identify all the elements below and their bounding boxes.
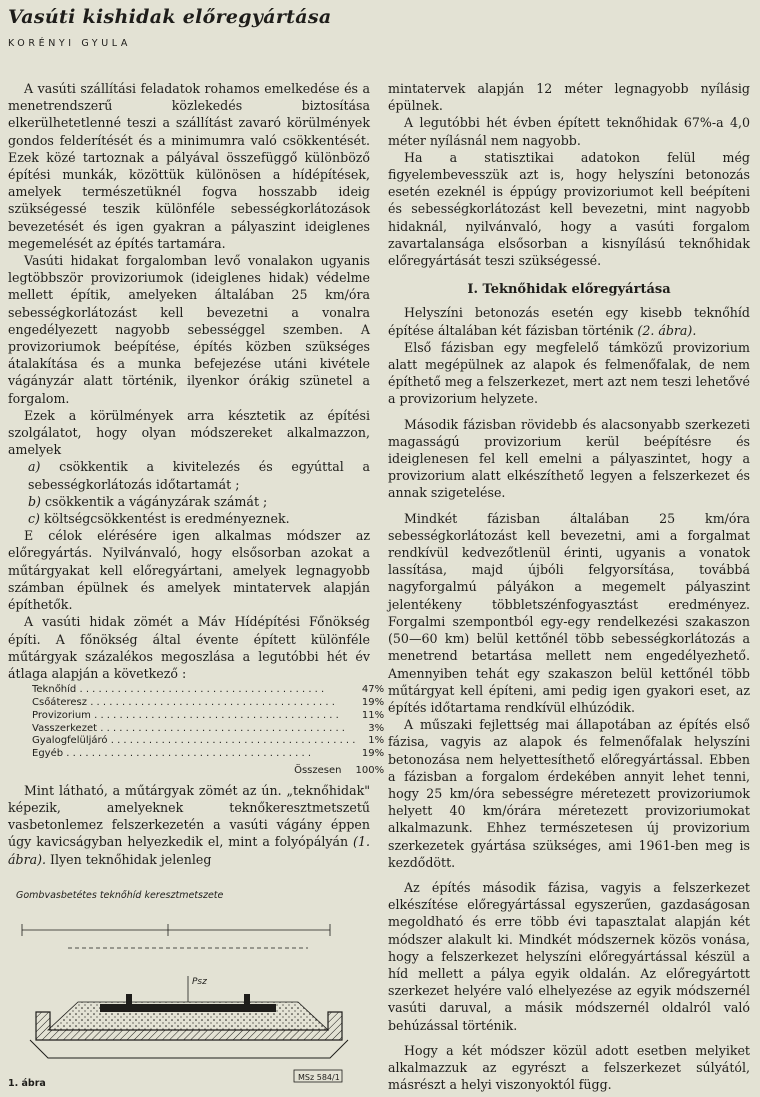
author-name: KORÉNYI GYULA [8,38,131,49]
paragraph: A vasúti szállítási feladatok rohamos emelkedése és a menetrendszerű közlekedés biztosítása elkerülhetetlenné teszi a szállítást zavaró körülmények gondos felderítését és a minimumra való csökkentését. Ezek közé tartoznak a pályával összefüggő különböző építési munkák, közöttük különösen a hídépítések, amelyek természetüknél fogva hosszabb ideig szükségessé teszik különféle sebességkorlátozások bevezetését és igen gyakran a pályaszint ideiglenes megemelését az építés tartamára. [8,81,370,251]
article-title: Vasúti kishidak előregyártása [8,6,332,28]
section-heading: I. Teknőhidak előregyártása [467,282,671,298]
goals-list [8,458,370,527]
sleeper [100,1004,276,1012]
paragraph: A legutóbbi hét évben épített teknőhidak 67%-a 4,0 méter nyílásnál nem nagyobb. [388,115,750,148]
table-row: Csőáteresz . . . 19% [32,697,384,710]
paragraph: Első fázisban egy megfelelő támközű provizorium alatt megépülnek az alapok és felmenőfalak, de nem építhető meg a felszerkezet, mert azt nem teszi lehetővé a provizorium helyzete. [388,339,750,407]
list-item: b) csökkentik a vágányzárak számát ; [28,493,268,509]
paragraph: Ha a statisztikai adatokon felül még figyelembevesszük azt is, hogy helyszíni betonozás esetén ezeknél is éppúgy provizoriumot kell beépíteni és sebességkorlátozást kell bevezetni, mint nagyobb hidaknál, nyilvánvaló, hogy a vasúti forgalom zavartalansága elsősorban a kisnyílású teknőhidak előregyártását teszi szükségessé. [388,149,750,269]
left-column [8,80,385,868]
figure-1 [8,890,370,1090]
table-row: Vasszerkezet . . . 3% [32,723,384,736]
paragraph: Helyszíni betonozás esetén egy kisebb teknőhíd építése általában két fázisban történik (2. ábra). [388,305,750,338]
figure-label: 1. ábra [8,1078,46,1089]
paragraph: Ezek a körülmények arra késztetik az építési szolgálatot, hogy olyan módszereket alkalmazzon, amelyek [8,407,370,458]
cross-section-drawing [8,904,370,1090]
paragraph: mintatervek alapján 12 méter legnagyobb nyílásig épülnek. [388,81,750,114]
table-row: Provizorium . . . 11% [32,710,384,723]
right-column [388,80,750,1093]
figure-title: Gombvasbetétes teknőhíd keresztmetszete [16,890,224,901]
figure-reference: (1. ábra). [8,834,370,867]
table-row: Gyalogfelüljáró . . . 1% [32,735,384,748]
list-item: c) költségcsökkentést is eredményeznek. [28,511,290,527]
point-label: Psz [192,977,207,987]
paragraph: A műszaki fejlettség mai állapotában az építés első fázisa, vagyis az alapok és felmenőfalak helyszíni betonozása nem helyettesíthető előregyártással. Ebben a fázisban a forgalom érdekében annyit lehet tenni, hogy 25 km/óra sebességre méretezett provizoriumok helyett 40 km/órára méretezett provizoriumokat alkalmazunk. Ehhez természetesen új provizorium szerkezetek gyártása szükséges, ami 1961-ben meg is kezdődött. [388,717,750,870]
paragraph: Hogy a két módszer közül adott esetben melyiket alkalmazzuk az egyrészt a felszerkezet súlyától, másrészt a helyi viszonyoktól függ. [388,1042,750,1093]
rail-left [126,994,132,1004]
list-item: a) csökkentik a kivitelezés és egyúttal a sebességkorlátozás időtartamát ; [28,459,370,492]
figure-reference: (2. ábra). [637,322,697,338]
paragraph: Második fázisban rövidebb és alacsonyabb szerkezeti magasságú provizorium kerül beépítésre és ideiglenesen fel kell emelni a pályaszintet, hogy a provizorium alatt elkészíthető legyen a felszerkezet és annak szigetelése. [388,416,750,501]
paragraph: Az építés második fázisa, vagyis a felszerkezet elkészítése előregyártással egyszerűen, gazdaságosan megoldható és erre több évi tapasztalat alapján két módszer alakult ki. Mindkét módszernek közös vonása, hogy a felszerkezet helyszíni előregyártással készül a híd mellett a pálya egyik oldalán. Az előregyártott szerkezet helyére való elhelyezése az egyik módszernél vasúti daruval, a másik módszernél oldalról való behúzással történik. [388,879,750,1033]
table-total-row: Összesen 100% [294,764,385,776]
rail-right [244,994,250,1004]
table-row: Teknőhíd . . . 47% [32,684,384,697]
paragraph: Vasúti hidakat forgalomban levő vonalakon ugyanis legtöbbször provizoriumok (ideiglenes hidak) védelme mellett építik, amelyeken általában 25 km/óra sebességkorlátozást kell bevezetni a vonalra engedélyezett nagyobb sebességgel szemben. A provizoriumok beépítése, építés közben szükséges átalakítása és a munka befejezése utáni kivétele vágányzár alatt történik, ilyenkor órákig szünetel a forgalom. [8,253,370,406]
paragraph: A vasúti hidak zömét a Máv Hídépítési Főnökség építi. A főnökség által évente épített különféle műtárgyak százalékos megoszlása a legutóbbi hét év átlaga alapján a következő : [8,614,370,681]
paragraph: E célok elérésére igen alkalmas módszer az előregyártás. Nyilvánvaló, hogy elsősorban azokat a műtárgyakat kell előregyártani, amelyek legnagyobb számban épülnek és amelyek mintatervek alapján építhetők. [8,528,370,613]
distribution-table [32,684,384,778]
paragraph: Mint látható, a műtárgyak zömét az ún. „teknőhidak" képezik, amelyeknek teknőkeresztmetszetű vasbetonlemez felszerkezetén a vasúti vágány éppen úgy kavicságyban helyezkedik el, mint a folyópályán (1. ábra). Ilyen teknőhidak jelenleg [8,782,370,867]
drawing-stamp: MSz 584/1 [298,1073,340,1082]
paragraph: Mindkét fázisban általában 25 km/óra sebességkorlátozást kell bevezetni, ami a forgalmat rendkívül kedvezőtlenül érinti, ugyanis a vonatok lassítása, majd újbóli felgyorsítása, továbbá nagyforgalmú pályákon a megemelt pályaszint jelentékeny többletszénfogyasztást eredményez. Forgalmi szempontból egy-egy rendelkezési szakaszon (50—60 km) belül kettőnél több sebességkorlátozás a menetrend betartása mellett nem engedélyezhető. Amennyiben tehát egy szakaszon belül kettőnél több műtárgyat kell építeni, ami pedig igen gyakori eset, az építés időtartama rendkívül elhúzódik. [388,510,750,715]
table-row: Egyéb . . . 19% [32,748,384,761]
